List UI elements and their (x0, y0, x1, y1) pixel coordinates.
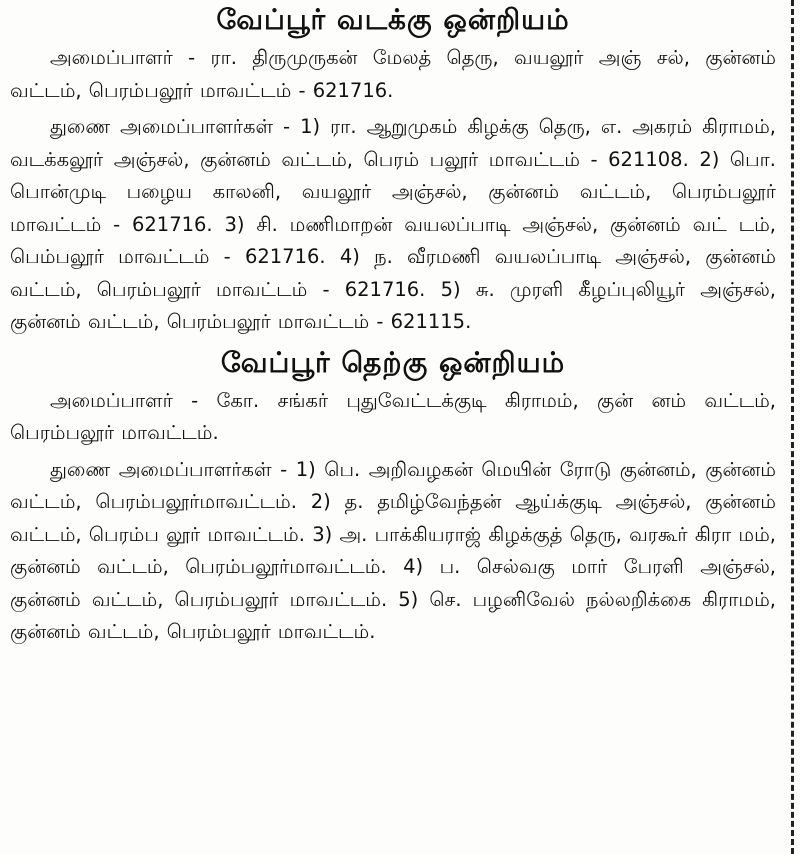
section-veppur-south (10, 343, 776, 649)
organizer-paragraph: அமைப்பாளர் - ரா. திருமுருகன் மேலத் தெரு, வயலூர் அஞ் சல், குன்னம் வட்டம், பெரம்பலூர் மாவட்டம் - 621716. (10, 46, 776, 102)
section-title: வேப்பூர் தெற்கு ஒன்றியம் (220, 345, 566, 379)
deputy-organizers-paragraph: துணை அமைப்பாளர்கள் - 1) பெ. அறிவழகன் மெயின் ரோடு குன்னம், குன்னம் வட்டம், பெரம்பலூர்மாவட்டம். 2) த. தமிழ்வேந்தன் ஆய்க்குடி அஞ்சல், குன்னம் வட்டம், பெரம்ப லூர் மாவட்டம். 3) அ. பாக்கியராஜ் கிழக்குத் தெரு, வரகூர் கிரா மம், குன்னம் வட்டம், பெரம்பலூர்மாவட்டம். 4) ப. செல்வகு மார் பேரளி அஞ்சல், குன்னம் வட்டம், பெரம்பலூர் மாவட்டம். 5) செ. பழனிவேல் நல்லறிக்கை கிராமம், குன்னம் வட்டம், பெரம்பலூர் மாவட்டம். (10, 457, 776, 643)
deputy-organizers-paragraph: துணை அமைப்பாளர்கள் - 1) ரா. ஆறுமுகம் கிழக்கு தெரு, எ. அகரம் கிராமம், வடக்கலூர் அஞ்சல், குன்னம் வட்டம், பெரம் பலூர் மாவட்டம் - 621108. 2) பொ. பொன்முடி பழைய காலனி, வயலூர் அஞ்சல், குன்னம் வட்டம், பெரம்பலூர் மாவட்டம் - 621716. 3) சி. மணிமாறன் வயலப்பாடி அஞ்சல், குன்னம் வட் டம், பெம்பலூர் மாவட்டம் - 621716. 4) ந. வீரமணி வயலப்பாடி அஞ்சல், குன்னம் வட்டம், பெரம்பலூர் மாவட்டம் - 621716. 5) சு. முரளி கீழப்புலியூர் அஞ்சல், குன்னம் வட்டம், பெரம்பலூர் மாவட்டம் - 621115. (10, 115, 776, 333)
organizer-paragraph: அமைப்பாளர் - கோ. சங்கர் புதுவேட்டக்குடி கிராமம், குன் னம் வட்டம், பெரம்பலூர் மாவட்டம். (10, 388, 776, 444)
text-column (10, 0, 776, 653)
section-veppur-north (10, 0, 776, 339)
section-title: வேப்பூர் வடக்கு ஒன்றியம் (216, 3, 570, 36)
column-divider (791, 0, 794, 854)
